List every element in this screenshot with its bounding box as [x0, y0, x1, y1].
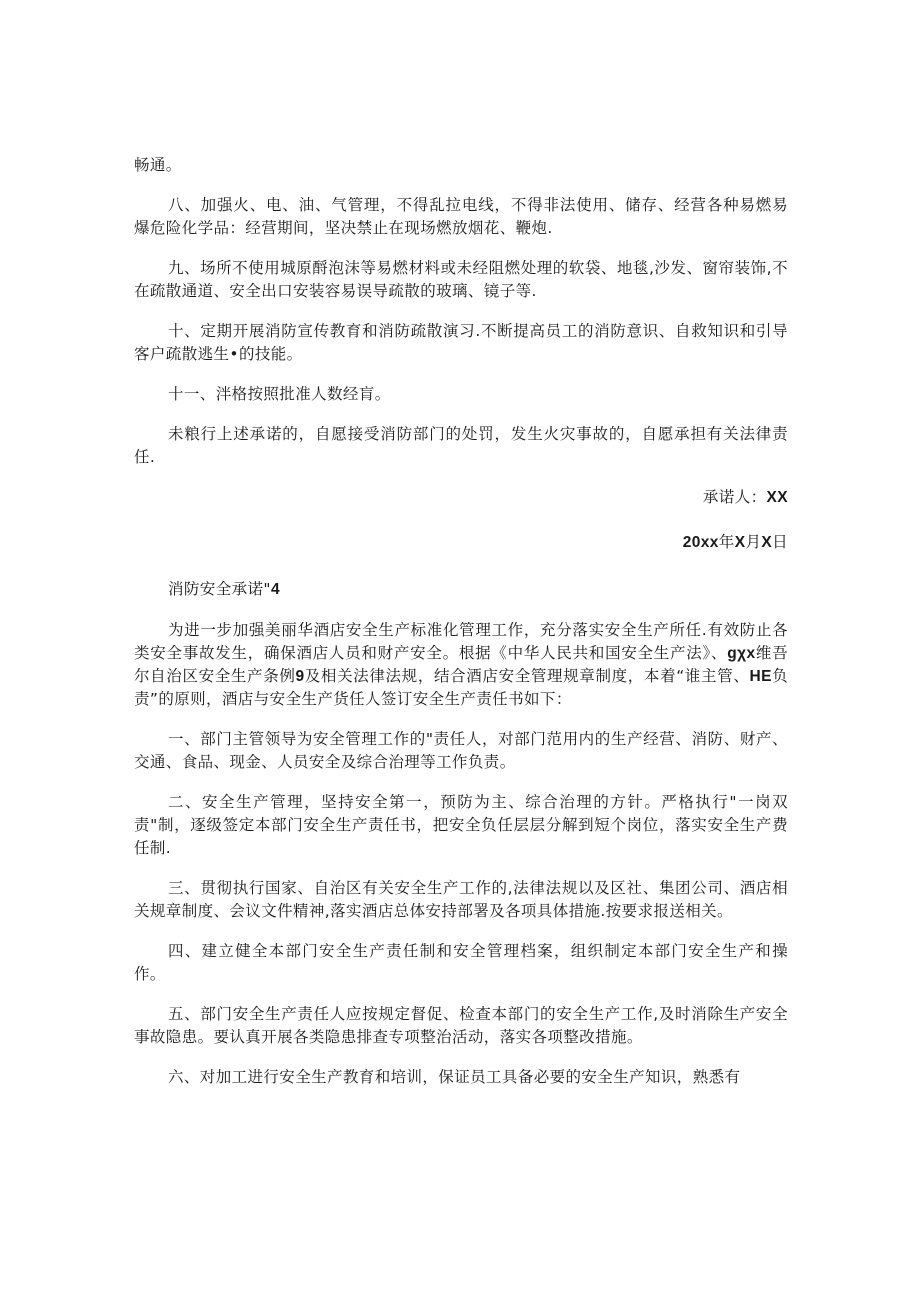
clause-four: 四、建立健全本部门安全生产责任制和安全管理档案，组织制定本部门安全生产和操作。 [134, 942, 788, 983]
date-year-suffix: 年 [718, 533, 735, 551]
clause-six: 六、对加工进行安全生产教育和培训，保证员工具备必要的安全生产知识，熟悉有 [168, 1068, 741, 1086]
clause-ten: 十、定期开展消防宣传教育和消防疏散演习.不断提高员工的消防意识、自救知识和引导客户疏散逃生•的技能。 [134, 322, 788, 363]
intro-latin2: 9 [295, 668, 305, 685]
liability-statement: 未粮行上述承诺的，自愿接受消防部门的处罚，发生火灾事故的，自愿承担有关法律责任. [134, 425, 788, 466]
clause-three: 三、贯彻执行国家、自治区有关安全生产工作的,法律法规以及区社、集团公司、酒店相关规章制度、会议文件精神,落实酒店总体安持部署及各项具体措施.按要求报送相关。 [134, 879, 788, 920]
section-title-number: 4 [270, 581, 280, 598]
signature-name: XX [766, 489, 788, 506]
intro-latin1: gχx [727, 645, 756, 662]
clause-two: 二、安全生产管理，坚持安全第一，预防为主、综合治理的方针。严格执行"一岗双责"制，逐级签定本部门安全生产责任书，把安全负任层层分解到短个岗位，落实安全生产费任制. [134, 793, 788, 857]
document-body [134, 154, 788, 1106]
section-title [134, 578, 788, 601]
date-line [134, 531, 788, 554]
date-year: 20xx [682, 534, 719, 551]
intro-latin3: HE [749, 668, 772, 685]
date-month-suffix: 月 [745, 533, 762, 551]
clause-five: 五、部门安全生产责任人应按规定督促、检查本部门的安全生产工作,及时消除生产安全事故隐患。要认真开展各类隐患排查专项整治活动，落实各项整改措施。 [134, 1005, 788, 1046]
clause-eight: 八、加强火、电、油、气管理，不得乱拉电线，不得非法使用、储存、经营各种易燃易爆危险化学品：经营期间，坚决禁止在现场燃放烟花、鞭炮. [134, 196, 788, 237]
clause-eleven: 十一、泮格按照批准人数经肓。 [168, 385, 391, 403]
clause-nine: 九、场所不使用城原酹泡沫等易燃材料或未经阻燃处理的软袋、地毯,沙发、窗帘装饰,不在疏散通道、安全出口安装容易误导疏散的玻璃、镜子等. [134, 259, 788, 300]
intro-part3: 及相关法律法规，结合酒店安全管理规章制度，本着“谁主管、 [304, 667, 750, 685]
continuation-text: 畅通。 [134, 156, 182, 174]
date-day-suffix: 日 [772, 533, 788, 551]
intro-part1: 为进一步加强美丽华酒店安全生产标准化管理工作，充分落实安全生产所任.有效防止各类安全事故发生，确保酒店人员和财产安全。根据《中华人民共和国安全生产法》、 [134, 621, 788, 662]
clause-one: 一、部门主管领导为安全管理工作的"责任人，对部门范用内的生产经营、消防、财产、交通、食品、现金、人员安全及综合治理等工作负责。 [134, 730, 788, 771]
signature-line [134, 486, 788, 509]
intro-part2: 维吾尔自治区安全生产条例 [134, 644, 788, 685]
signature-label: 承诺人： [702, 488, 767, 506]
section-title-text: 消防安全承诺" [168, 580, 271, 598]
intro-part4: 负责”的原则，酒店与安全生产货任人签订安全生产责任书如下： [134, 667, 788, 708]
intro-paragraph [134, 619, 788, 711]
date-day: X [761, 534, 773, 551]
date-month: X [734, 534, 746, 551]
